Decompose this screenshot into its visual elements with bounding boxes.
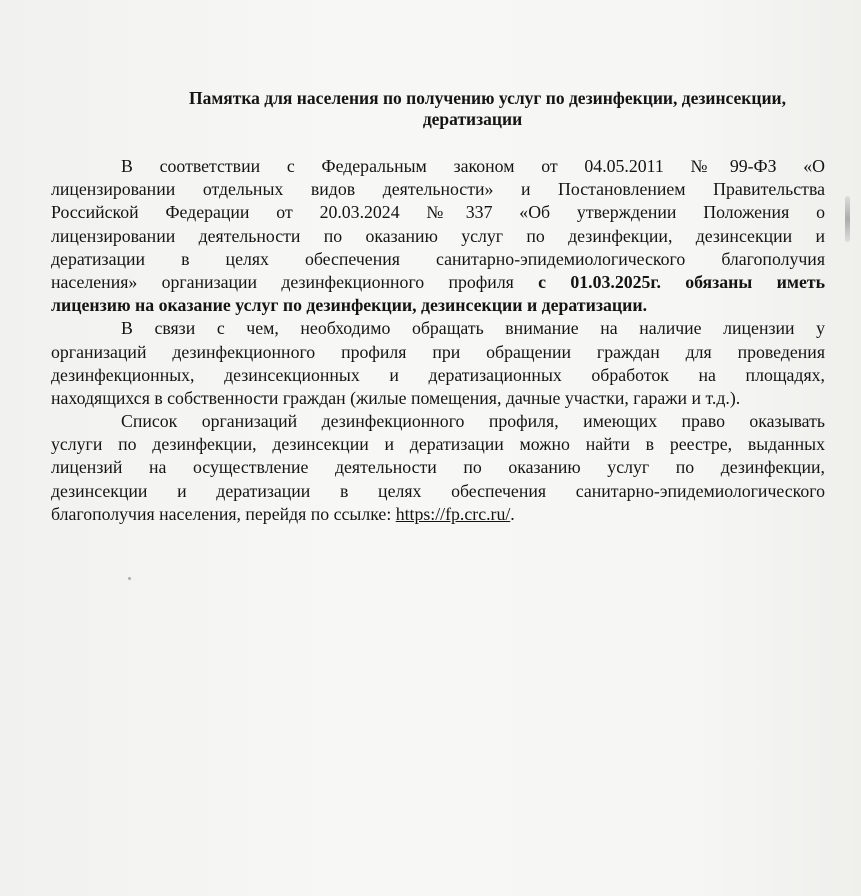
paragraph-3-period: . [510,503,515,524]
scan-artifact-dot [128,577,131,580]
paragraph-2-line: В связи с чем, необходимо обращать внимание на наличие лицензии у [121,318,825,339]
document-body [51,155,825,526]
paragraph-2-line: дезинфекционных, дезинсекционных и дератизационных обработок на площадях, [51,364,825,385]
paragraph-3-line: лицензий на осуществление деятельности по оказанию услуг по дезинфекции, [51,457,825,478]
license-requirement-bold: с 01.03.2025г. обязаны иметь [538,271,825,292]
paragraph-3-line: услуги по дезинфекции, дезинсекции и дератизации можно найти в реестре, выданных [51,434,825,455]
paragraph-3-last-line [51,503,825,526]
license-requirement-bold-line: лицензию на оказание услуг по дезинфекции, дезинсекции и дератизации. [51,295,648,316]
scan-artifact-mark [845,196,850,242]
paragraph-1-line: Российской Федерации от 20.03.2024 №337 «Об утверждении Положения о [51,202,825,223]
paragraph-3-line: дезинсекции и дератизации в целях обеспечения санитарно-эпидемиологического [51,480,825,501]
registry-link[interactable]: https://fp.crc.ru/ [395,503,511,524]
paragraph-1-line: лицензировании деятельности по оказанию услуг по дезинфекции, дезинсекции и [51,225,825,246]
paragraph-1-line: лицензировании отдельных видов деятельности» и Постановлением Правительства [51,179,825,200]
paragraph-3-text: благополучия населения, перейдя по ссылке: [51,503,396,524]
title-line-1: Памятка для населения по получению услуг по дезинфекции, дезинсекции, [188,88,787,108]
paragraph-2-line: организаций дезинфекционного профиля при обращении граждан для проведения [51,341,825,362]
paragraph-1-line: дератизации в целях обеспечения санитарно-эпидемиологического благополучия [51,248,825,269]
paragraph-1-text: населения» организации дезинфекционного профиля [51,271,539,292]
paragraph-1-line: В соответствии с Федеральным законом от 04.05.2011 №99-ФЗ «О [121,156,825,176]
paragraph-3-line: Список организаций дезинфекционного профиля, имеющих право оказывать [121,411,825,432]
document-title [120,88,825,130]
title-line-2: дератизации [422,109,523,129]
paragraph-2-line: находящихся в собственности граждан (жилые помещения, дачные участки, гаражи и т.д.). [51,387,741,408]
paragraph-1-line-mixed [51,271,825,294]
